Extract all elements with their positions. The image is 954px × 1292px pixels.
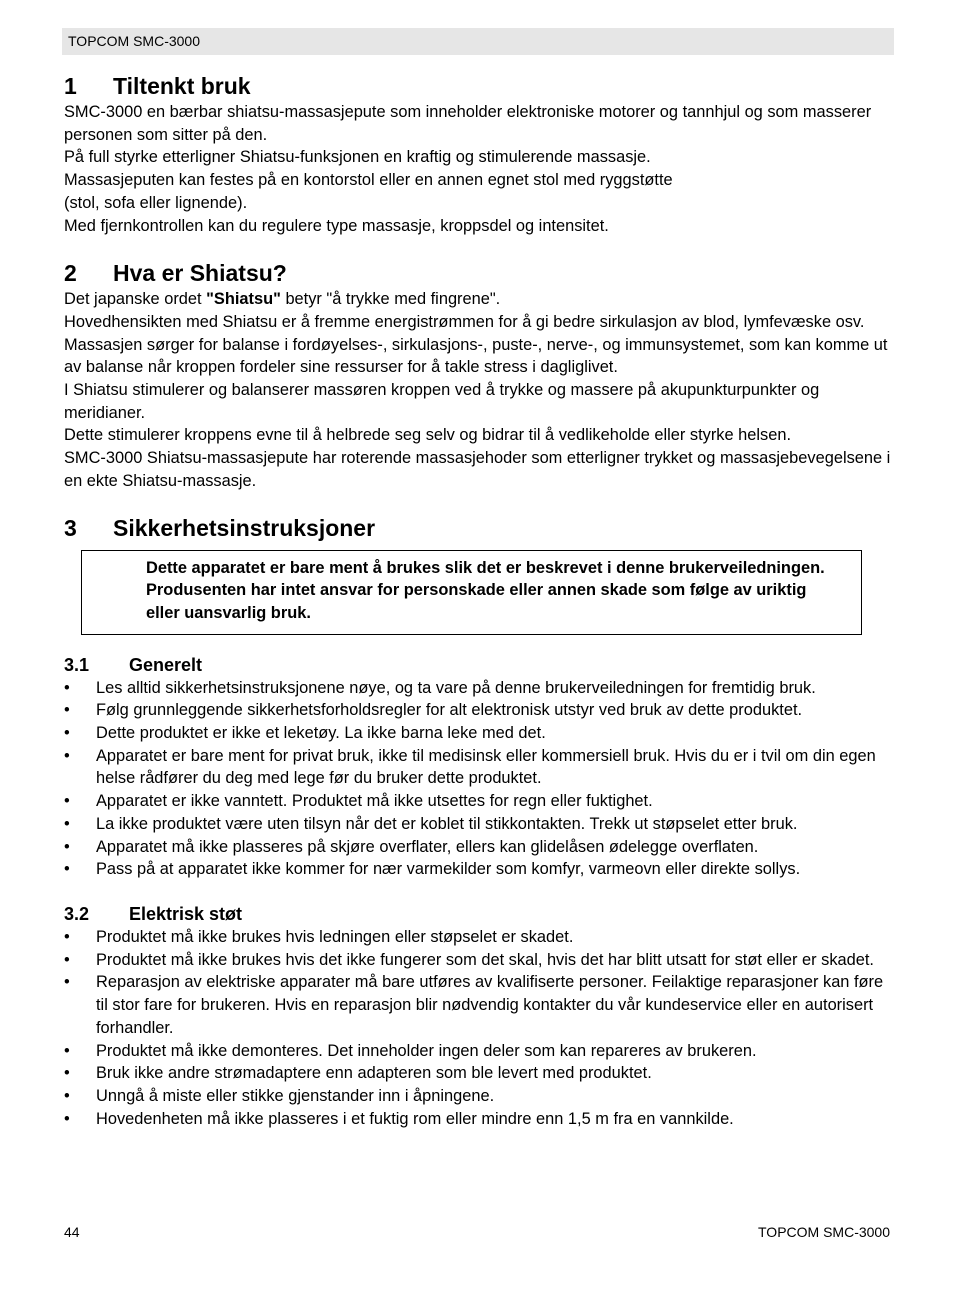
bullet-icon: • — [64, 860, 70, 879]
bullet-icon: • — [64, 746, 70, 765]
bullet-icon: • — [64, 701, 70, 720]
list-item — [64, 699, 894, 722]
subsection-3-1-heading — [64, 653, 894, 677]
list-item-text: Dette produktet er ikke et leketøy. La ikke barna leke med det. — [96, 724, 546, 743]
header-title: TOPCOM SMC-3000 — [68, 33, 200, 49]
paragraph-intro — [64, 288, 894, 311]
section-number: 2 — [64, 260, 77, 287]
warning-box: Dette apparatet er bare ment å brukes slik det er beskrevet i denne brukerveiledningen. Produsenten har intet ansvar for personskade eller annen skade som følge av uriktig eller uansvarlig bruk. — [81, 550, 862, 635]
list-item — [64, 722, 894, 745]
section-title: Sikkerhetsinstruksjoner — [113, 514, 376, 541]
paragraph: På full styrke etterligner Shiatsu-funksjonen en kraftig og stimulerende massasje. — [64, 148, 651, 167]
list-item — [64, 813, 894, 836]
page-content — [64, 71, 894, 1130]
list-item-text: Apparatet er ikke vanntett. Produktet må ikke utsettes for regn eller fuktighet. — [96, 792, 653, 811]
paragraph: Massasjeputen kan festes på en kontorstol eller en annen egnet stol med ryggstøtte — [64, 171, 673, 190]
paragraph: Hovedhensikten med Shiatsu er å fremme energistrømmen for å gi bedre sirkulasjon av blod, lymfevæske osv. Massasjen sørger for balanse i fordøyelses-, sirkulasjons-, puste-, nerve-, og immunsystemet, som kan komme ut av balanse når kroppen fordeler sine ressurser for å takle stress i dagliglivet. — [64, 312, 888, 377]
list-item-text: Reparasjon av elektriske apparater må bare utføres av kvalifiserte personer. Feilaktige reparasjoner kan føre til stor fare for brukeren. Hvis en reparasjon blir nødvendig kontakter du vår kundeservice eller en autorisert forhandler. — [96, 973, 884, 1037]
section-number: 3 — [64, 514, 77, 541]
list-item-text: Følg grunnleggende sikkerhetsforholdsregler for alt elektronisk utstyr ved bruk av dette produktet. — [96, 701, 803, 720]
subsection-number: 3.1 — [64, 654, 90, 675]
bullet-icon: • — [64, 1041, 70, 1060]
list-item-text: Bruk ikke andre strømadaptere enn adapteren som ble levert med produktet. — [96, 1064, 652, 1083]
section-1-heading — [64, 71, 894, 101]
bullet-icon: • — [64, 678, 70, 697]
list-item-text: Produktet må ikke brukes hvis det ikke fungerer som det skal, hvis det har blitt utsatt for støt eller er skadet. — [96, 950, 874, 969]
bullet-icon: • — [64, 927, 70, 946]
bullet-icon: • — [64, 837, 70, 856]
subsection-number: 3.2 — [64, 903, 90, 924]
list-item — [64, 836, 894, 859]
list-item — [64, 971, 894, 1039]
list-item-text: Apparatet må ikke plasseres på skjøre overflater, ellers kan glidelåsen ødelegge overflaten. — [96, 837, 759, 856]
bullet-icon: • — [64, 1109, 70, 1128]
list-item — [64, 1108, 894, 1131]
section-title: Hva er Shiatsu? — [113, 260, 287, 287]
intro-text: betyr "å trykke med fingrene". — [280, 290, 501, 309]
list-item-text: Hovedenheten må ikke plasseres i et fuktig rom eller mindre enn 1,5 m fra en vannkilde. — [96, 1109, 734, 1128]
paragraph: (stol, sofa eller lignende). — [64, 193, 248, 212]
bullet-icon: • — [64, 950, 70, 969]
subsection-title: Generelt — [129, 654, 203, 675]
list-item-text: Unngå å miste eller stikke gjenstander inn i åpningene. — [96, 1086, 495, 1105]
paragraph: I Shiatsu stimulerer og balanserer massøren kroppen ved å trykke og massere på akupunkturpunkter og meridianer. — [64, 381, 820, 422]
paragraph: Dette stimulerer kroppens evne til å helbrede seg selv og bidrar til å vedlikeholde eller styrke helsen. — [64, 426, 792, 445]
paragraph: SMC-3000 en bærbar shiatsu-massasjepute som inneholder elektroniske motorer og tannhjul og som masserer personen som sitter på den. — [64, 103, 872, 144]
intro-bold-term: "Shiatsu" — [206, 290, 281, 309]
list-item — [64, 949, 894, 972]
section-3-heading — [64, 513, 894, 543]
bullet-list-generelt — [64, 677, 894, 881]
list-item — [64, 1040, 894, 1063]
list-item — [64, 745, 894, 790]
list-item — [64, 858, 894, 881]
list-item-text: Pass på at apparatet ikke kommer for nær varmekilder som komfyr, varmeovn eller direkte sollys. — [96, 860, 801, 879]
footer-title: TOPCOM SMC-3000 — [758, 1224, 890, 1240]
subsection-3-2-heading — [64, 902, 894, 926]
list-item — [64, 677, 894, 700]
bullet-icon: • — [64, 973, 70, 992]
page-number: 44 — [64, 1224, 80, 1240]
list-item-text: Les alltid sikkerhetsinstruksjonene nøye, og ta vare på denne brukerveiledningen for fremtidig bruk. — [96, 678, 816, 697]
paragraph: Med fjernkontrollen kan du regulere type massasje, kroppsdel og intensitet. — [64, 216, 609, 235]
bullet-icon: • — [64, 792, 70, 811]
list-item — [64, 926, 894, 949]
bullet-icon: • — [64, 814, 70, 833]
list-item-text: Produktet må ikke brukes hvis ledningen eller støpselet er skadet. — [96, 927, 574, 946]
bullet-icon: • — [64, 1086, 70, 1105]
page-header-bar — [62, 28, 894, 55]
subsection-title: Elektrisk støt — [129, 903, 243, 924]
bullet-list-elektrisk-stot — [64, 926, 894, 1130]
list-item — [64, 1085, 894, 1108]
paragraph: SMC-3000 Shiatsu-massasjepute har roterende massasjehoder som etterligner trykket og massasjebevegelsene i en ekte Shiatsu-massasje. — [64, 449, 891, 490]
bullet-icon: • — [64, 1064, 70, 1083]
section-2-heading — [64, 258, 894, 288]
list-item — [64, 790, 894, 813]
list-item-text: La ikke produktet være uten tilsyn når det er koblet til stikkontakten. Trekk ut støpselet etter bruk. — [96, 814, 798, 833]
intro-text: Det japanske ordet — [64, 290, 207, 309]
section-title: Tiltenkt bruk — [113, 73, 251, 99]
bullet-icon: • — [64, 724, 70, 743]
section-number: 1 — [64, 73, 77, 99]
list-item-text: Apparatet er bare ment for privat bruk, ikke til medisinsk eller kommersiell bruk. Hvis du er i tvil om din egen helse rådfører du deg med lege før du bruker dette produktet. — [96, 746, 876, 788]
list-item-text: Produktet må ikke demonteres. Det inneholder ingen deler som kan repareres av brukeren. — [96, 1041, 757, 1060]
list-item — [64, 1062, 894, 1085]
